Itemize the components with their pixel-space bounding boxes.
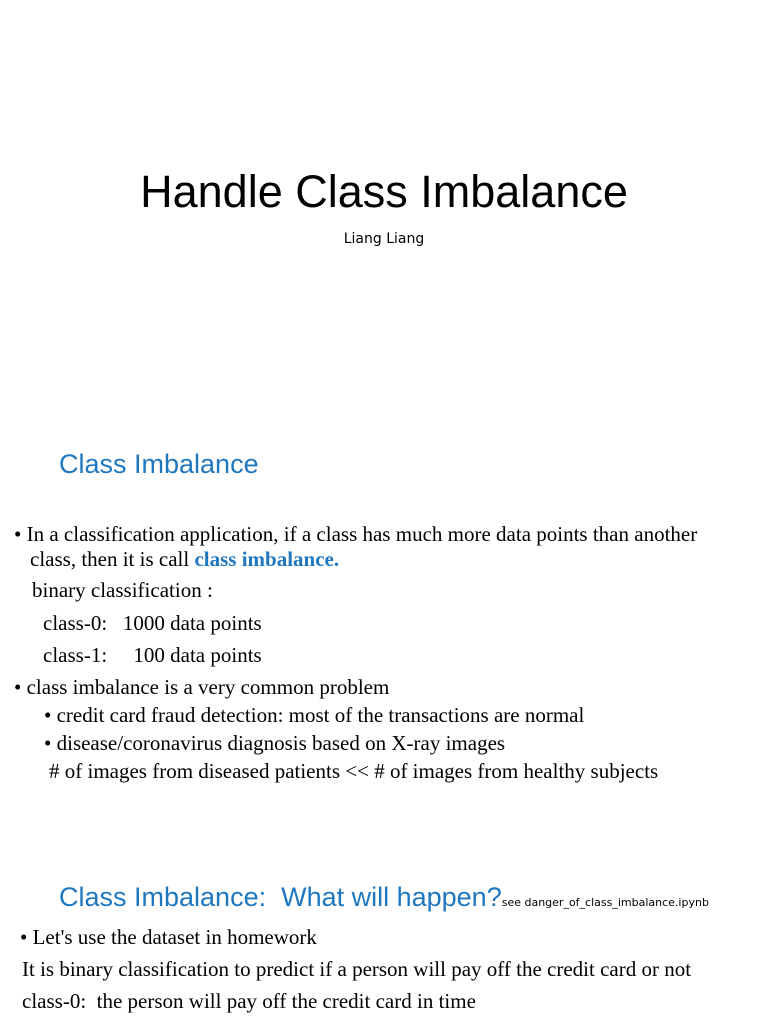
class-1-line: class-1: 100 data points — [43, 643, 262, 667]
bullet-2 — [14, 675, 389, 699]
slide-title: Handle Class Imbalance — [140, 166, 628, 217]
bullet-glyph: • — [14, 675, 22, 699]
section-heading-what-will-happen — [59, 882, 709, 913]
class-imbalance-emphasis: class imbalance. — [194, 547, 340, 571]
bullet-2-text: class imbalance is a very common problem — [26, 675, 390, 699]
slide3-bullet-1-text: Let's use the dataset in homework — [32, 925, 317, 949]
bullet-1-cont-text: class, then it is call — [30, 547, 195, 571]
bullet-1-continuation — [30, 547, 339, 571]
slide3-line-2: It is binary classification to predict if a person will pay off the credit card or not — [22, 957, 692, 981]
heading-text: Class Imbalance: What will happen? — [59, 882, 502, 912]
class-0-line: class-0: 1000 data points — [43, 611, 262, 635]
bullet-glyph: • — [44, 731, 52, 755]
bullet-1 — [14, 522, 697, 546]
sub-bullet-1-text: credit card fraud detection: most of the transactions are normal — [56, 703, 585, 727]
binary-classification-line: binary classification : — [32, 578, 213, 602]
sub-bullet-1 — [44, 703, 584, 727]
slide-author: Liang Liang — [343, 231, 425, 247]
bullet-glyph: • — [20, 925, 28, 949]
section-heading-class-imbalance: Class Imbalance — [59, 449, 259, 479]
bullet-glyph: • — [14, 522, 22, 546]
sub-bullet-2-text: disease/coronavirus diagnosis based on X-ray images — [56, 731, 506, 755]
sub-bullet-2-continuation: # of images from diseased patients << # of images from healthy subjects — [49, 759, 659, 783]
sub-bullet-2 — [44, 731, 505, 755]
notebook-reference: see danger_of_class_imbalance.ipynb — [501, 896, 709, 909]
bullet-glyph: • — [44, 703, 52, 727]
bullet-1-text: In a classification application, if a class has much more data points than another — [26, 522, 698, 546]
slide3-bullet-1 — [20, 925, 317, 949]
slide3-line-3: class-0: the person will pay off the credit card in time — [22, 989, 476, 1013]
